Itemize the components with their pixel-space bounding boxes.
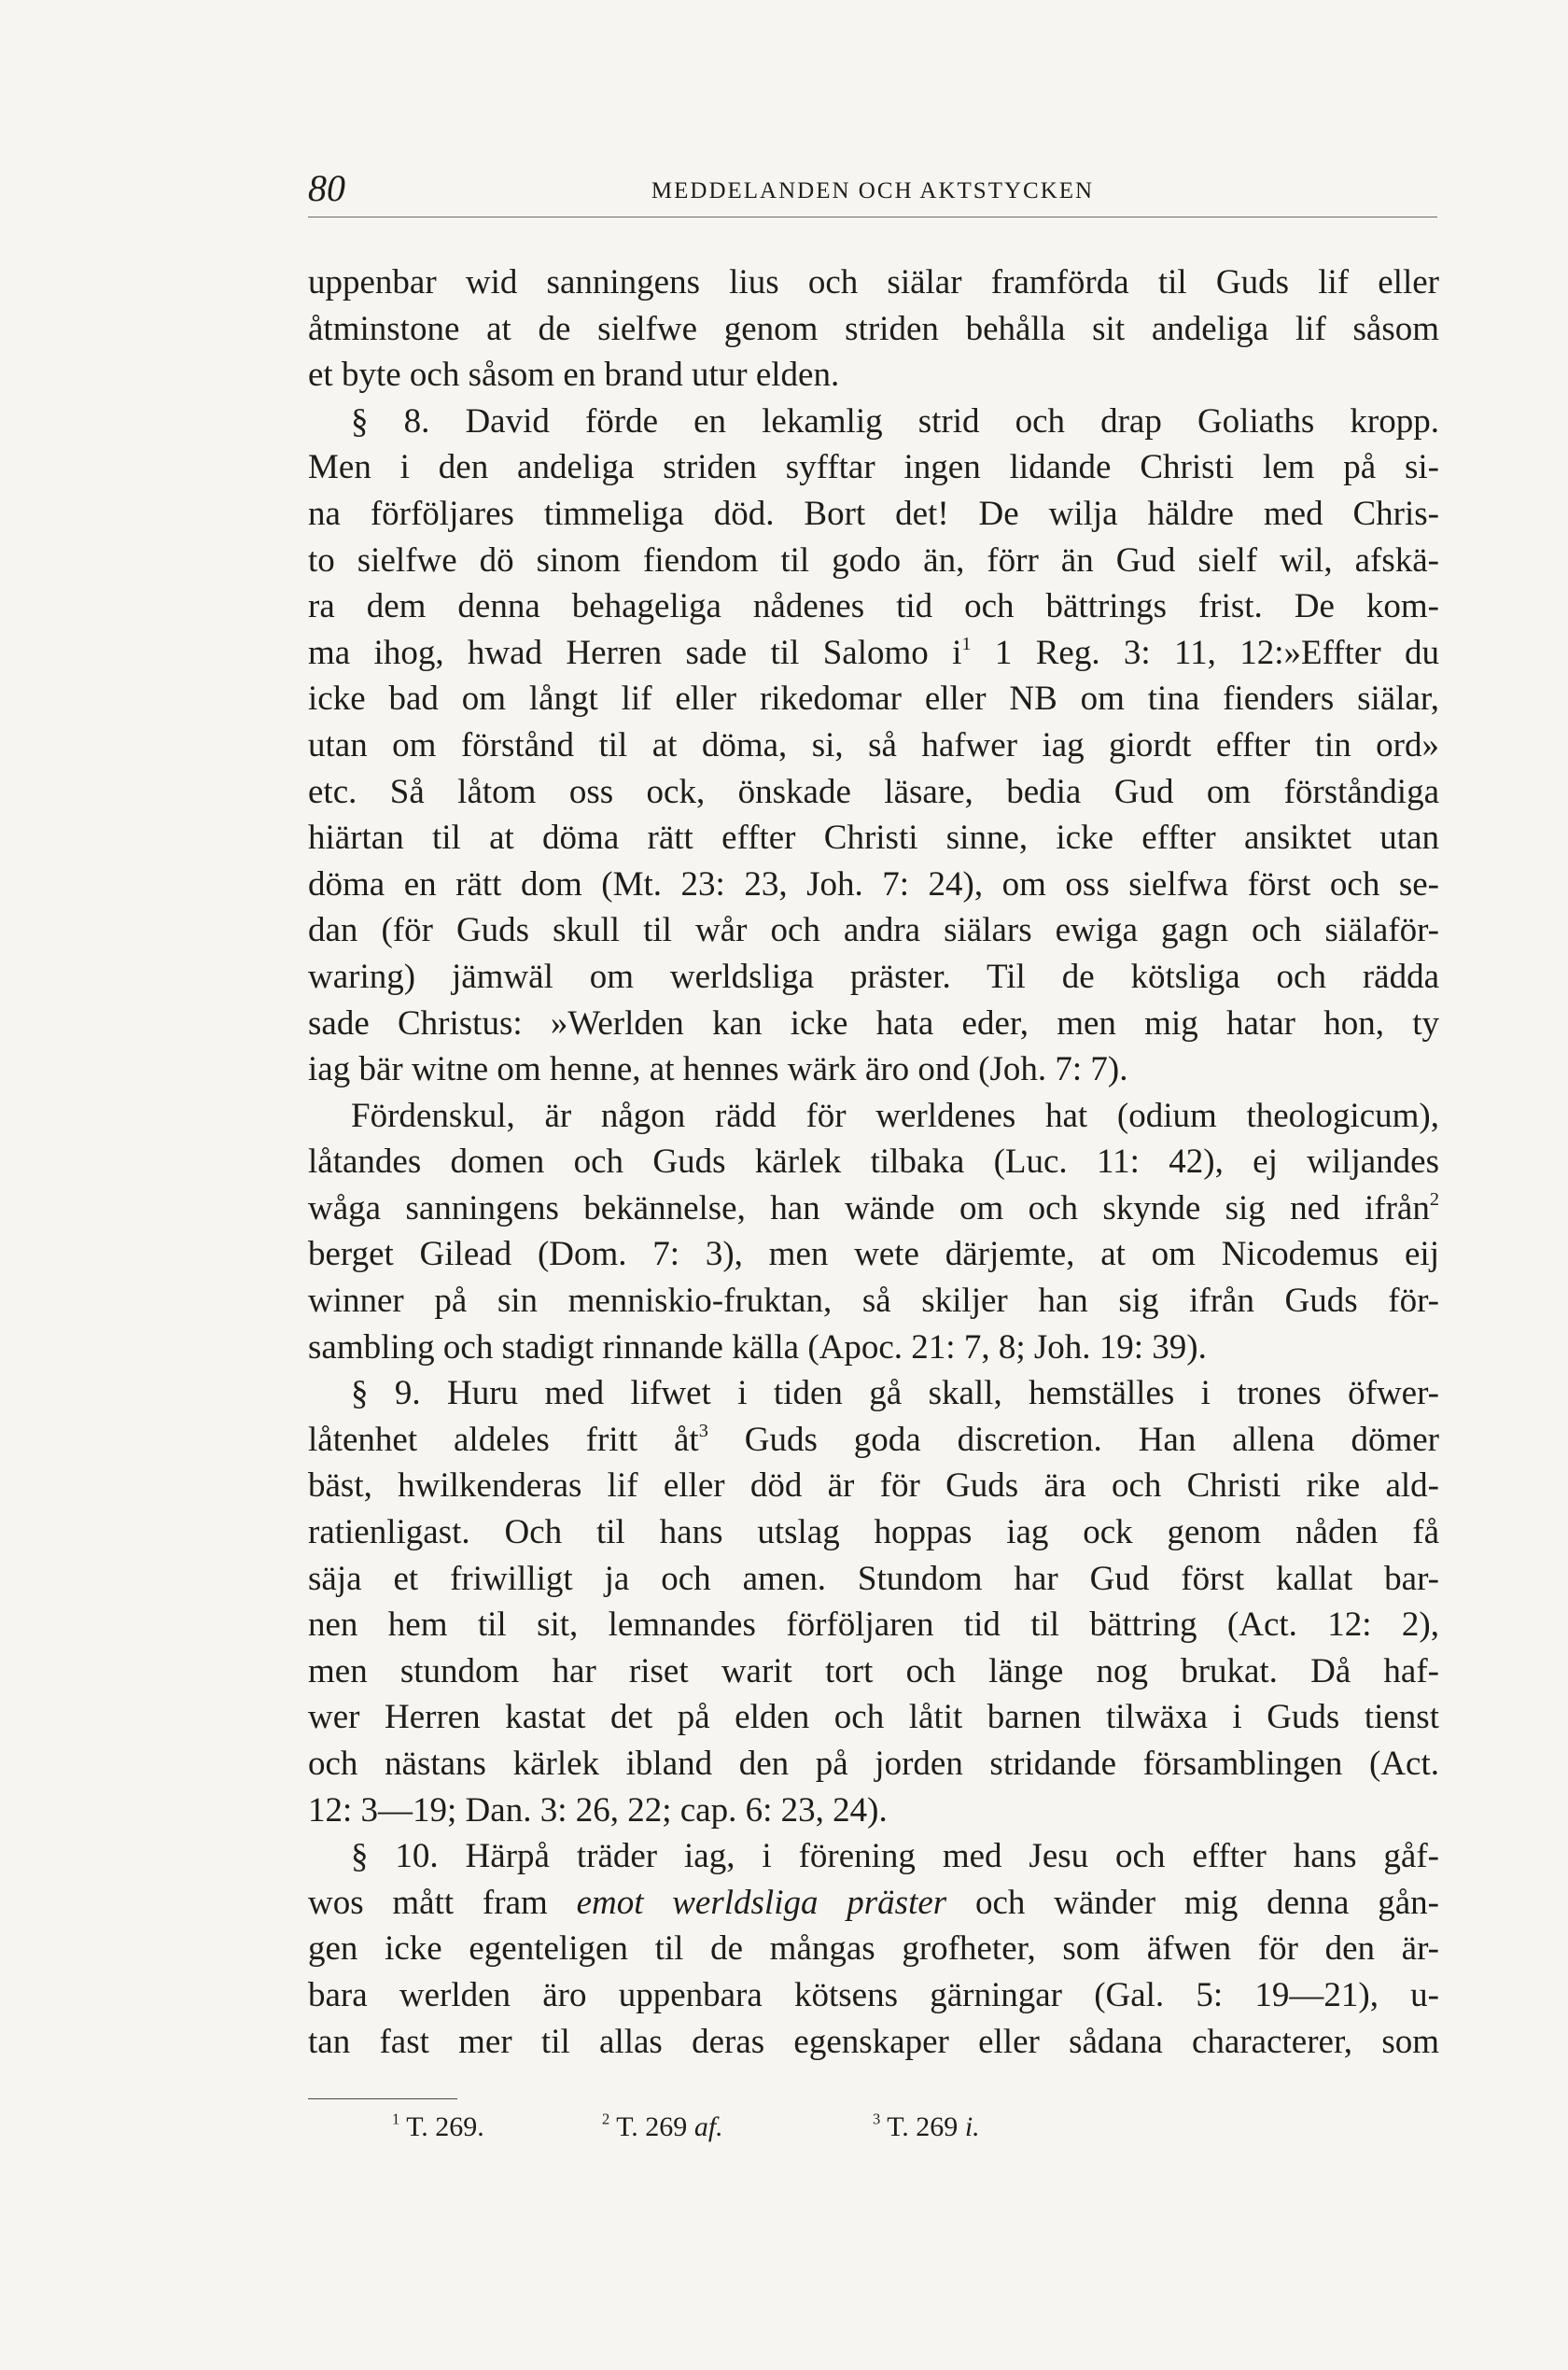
- text-line: hiärtan til at döma rätt effter Christi sinne, icke effter ansiktet utan: [308, 819, 1439, 858]
- text-line: [308, 1185, 1439, 1232]
- footnote-1: [392, 2106, 484, 2149]
- footnote-ref-1: 1: [961, 633, 972, 654]
- page-number: 80: [308, 167, 345, 209]
- text-line: nen hem til sit, lemnandes förföljaren tid til bättring (Act. 12: 2),: [308, 1606, 1439, 1645]
- footnote-mark: 3: [873, 2110, 881, 2128]
- footnote-text: T. 269.: [399, 2111, 484, 2142]
- text-line: tan fast mer til allas deras egenskaper eller sådana characterer, som: [308, 2022, 1439, 2061]
- text-line: na förföljares timmeliga död. Bort det! De wilja häldre med Chris-: [308, 494, 1439, 533]
- text-segment: och wänder mig denna gån-: [946, 1883, 1439, 1922]
- paragraph-fordenskul: Fördenskul, är någon rädd för werldenes hat (odium theologicum),: [351, 1096, 1439, 1135]
- footnote-text: T. 269: [880, 2111, 965, 2142]
- footnote-mark: 2: [602, 2110, 610, 2128]
- text-line: ratienligast. Och til hans utslag hoppas iag ock genom nåden få: [308, 1513, 1439, 1552]
- text-line: ra dem denna behageliga nådenes tid och bättrings frist. De kom-: [308, 587, 1439, 626]
- page-header: [308, 168, 1437, 217]
- text-segment: ma ihog, hwad Herren sade til Salomo i: [308, 633, 962, 672]
- text-line: icke bad om långt lif eller rikedomar eller NB om tina fienders siälar,: [308, 680, 1439, 719]
- text-line: wer Herren kastat det på elden och låtit barnen tilwäxa i Guds tienst: [308, 1698, 1439, 1737]
- text-line: dan (för Guds skull til wår och andra siälars ewiga gagn och siälaför-: [308, 911, 1439, 950]
- text-line: gen icke egenteligen til de mångas grofheter, som äfwen för den är-: [308, 1929, 1439, 1969]
- footnote-3: [873, 2106, 980, 2149]
- footnote-ref-2: 2: [1429, 1188, 1439, 1210]
- text-segment: wos mått fram: [308, 1883, 548, 1922]
- footnote-ref-3: 3: [698, 1420, 708, 1441]
- text-line: to sielfwe dö sinom fiendom til godo än, förr än Gud sielf wil, afskä-: [308, 540, 1439, 580]
- text-line: berget Gilead (Dom. 7: 3), men wete därjemte, at om Nicodemus eij: [308, 1235, 1439, 1274]
- text-line: och nästans kärlek ibland den på jorden stridande församblingen (Act.: [308, 1745, 1439, 1783]
- text-line: bara werlden äro uppenbara kötsens gärningar (Gal. 5: 19—21), u-: [308, 1975, 1439, 2014]
- footnote-text: T. 269: [609, 2111, 694, 2142]
- text-line: låtandes domen och Guds kärlek tilbaka (Luc. 11: 42), ej wiljandes: [308, 1143, 1439, 1182]
- text-line: waring) jämwäl om werldsliga präster. Til de kötsliga och rädda: [308, 957, 1439, 996]
- footnote-rule: [308, 2098, 457, 2099]
- text-segment: 1 Reg. 3: 11, 12:»Effter du: [971, 633, 1439, 672]
- text-line: bäst, hwilkenderas lif eller död är för Guds ära och Christi rike ald-: [308, 1466, 1439, 1506]
- footnote-italic: i.: [964, 2111, 980, 2142]
- text-line: [308, 1880, 1439, 1927]
- text-line: 12: 3—19; Dan. 3: 26, 22; cap. 6: 23, 24).: [308, 1790, 888, 1830]
- text-line: winner på sin menniskio-fruktan, så skiljer han sig ifrån Guds för-: [308, 1282, 1439, 1321]
- footnote-italic: af.: [693, 2111, 723, 2142]
- body-text: [308, 259, 1439, 2065]
- paragraph-section-10: § 10. Härpå träder iag, i förening med Jesu och effter hans gåf-: [351, 1837, 1439, 1876]
- text-line: utan om förstånd til at döma, si, så hafwer iag giordt effter tin ord»: [308, 725, 1439, 764]
- footnote-2: [602, 2106, 723, 2149]
- text-line: et byte och såsom en brand utur elden.: [308, 356, 840, 395]
- text-line: [308, 630, 1439, 677]
- paragraph-section-9: § 9. Huru med lifwet i tiden gå skall, hemställes i trones öfwer-: [351, 1374, 1439, 1413]
- text-segment: wåga sanningens bekännelse, han wände om och skynde sig ned ifrån: [308, 1188, 1430, 1227]
- footnotes: [392, 2106, 1232, 2149]
- text-segment: låtenhet aldeles fritt åt: [308, 1420, 699, 1459]
- text-line: [308, 1417, 1439, 1464]
- text-line: åtminstone at de sielfwe genom striden behålla sit andeliga lif såsom: [308, 309, 1439, 348]
- text-line: Men i den andeliga striden syfftar ingen lidande Christi lem på si-: [308, 448, 1439, 487]
- running-head: MEDDELANDEN OCH AKTSTYCKEN: [651, 178, 1095, 203]
- text-line: uppenbar wid sanningens lius och siälar framförda til Guds lif eller: [308, 263, 1439, 302]
- paragraph-section-8: § 8. David förde en lekamlig strid och drap Goliaths kropp.: [351, 401, 1439, 441]
- footnote-mark: 1: [392, 2110, 400, 2128]
- emphasis-text: emot werldsliga präster: [576, 1883, 947, 1922]
- text-line: sade Christus: »Werlden kan icke hata eder, men mig hatar hon, ty: [308, 1003, 1439, 1043]
- text-line: sambling och stadigt rinnande källa (Apoc. 21: 7, 8; Joh. 19: 39).: [308, 1327, 1207, 1367]
- text-line: men stundom har riset warit tort och länge nog brukat. Då haf-: [308, 1651, 1439, 1690]
- text-line: döma en rätt dom (Mt. 23: 23, Joh. 7: 24), om oss sielfwa först och se-: [308, 864, 1439, 904]
- text-line: iag bär witne om henne, at hennes wärk äro ond (Joh. 7: 7).: [308, 1050, 1128, 1089]
- text-line: etc. Så låtom oss ock, önskade läsare, bedia Gud om förståndiga: [308, 772, 1439, 811]
- text-segment: Guds goda discretion. Han allena dömer: [707, 1420, 1439, 1459]
- text-line: säja et friwilligt ja och amen. Stundom har Gud först kallat bar-: [308, 1559, 1439, 1598]
